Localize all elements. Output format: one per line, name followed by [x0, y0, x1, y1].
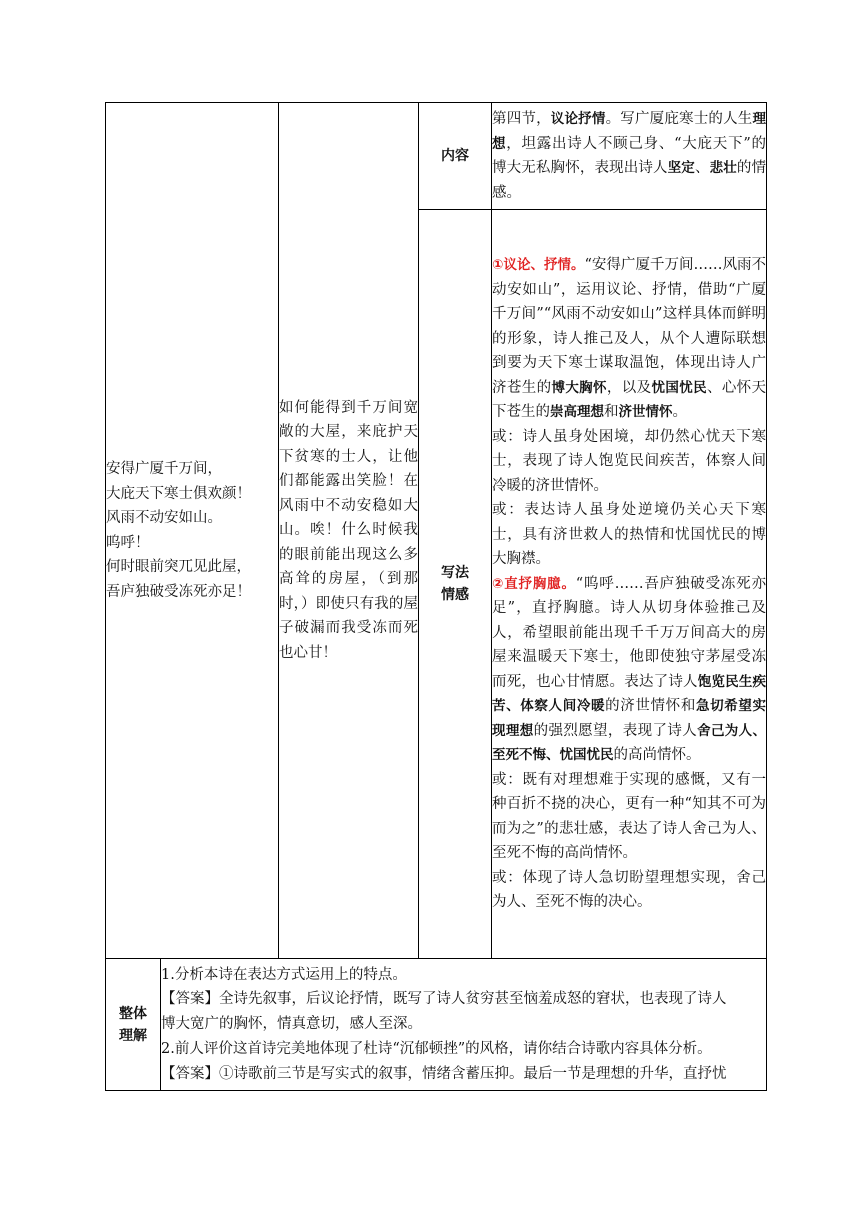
bold-keyword: 坚定: [667, 160, 695, 176]
content-paragraph: [492, 107, 766, 205]
text-run: 。写广厦庇寒士的人生: [605, 111, 753, 127]
bold-keyword: 悲壮: [709, 160, 737, 176]
red-heading: ①议论、抒情。: [492, 257, 585, 274]
bold-keyword: 急切希望实现理想: [492, 698, 767, 739]
technique-label-line: 写法: [441, 565, 469, 581]
red-heading: ②直抒胸臆。: [492, 575, 576, 592]
text-run: “安得广厦千万间……风雨不动安如山”，运用议论、抒情，借助“广厦千万间”“风雨不动安如山”这样具体而鲜明的形象，诗人推己及人，从个人遭际联想到要为天下寒士谋取温饱，体现出诗人广济苍生的: [492, 257, 766, 396]
poem-analysis-table: [105, 102, 767, 959]
bold-keyword: 博大胸怀: [551, 379, 607, 396]
summary-label-line: 整体: [119, 1005, 147, 1022]
answer-tag: 【答案】: [161, 1065, 219, 1082]
poem-line: 安得广厦千万间，: [106, 461, 222, 477]
summary-text-cell: [161, 959, 767, 1091]
technique-paragraph: 或：既有对理想难于实现的感慨，又有一种百折不挠的决心，更有一种“知其不可为而为之”的悲壮感，表达了诗人舍己为人、至死不悔的高尚情怀。: [492, 771, 766, 862]
content-row: [106, 103, 767, 210]
bold-keyword: 济世情怀: [618, 404, 673, 421]
text-run: 的情感。: [492, 160, 767, 201]
summary-label-cell: [106, 959, 161, 1091]
poem-line: 吾庐独破受冻死亦足！: [106, 583, 251, 600]
bold-keyword: 崇高理想: [550, 404, 604, 421]
overall-understanding-table: [105, 958, 767, 1091]
bold-keyword: 议论抒情: [550, 111, 606, 127]
text-run: 、心怀天下苍生的: [492, 379, 767, 421]
summary-label-line: 理解: [119, 1027, 147, 1044]
summary-row: [106, 959, 767, 1091]
text-run: 和: [604, 404, 619, 421]
answer-1-continued: 博大宽广的胸怀，情真意切，感人至深。: [161, 1016, 422, 1033]
text-run: 、: [694, 160, 710, 176]
poem-line: 大庇天下寒士俱欢颜！: [106, 485, 251, 502]
technique-paragraph: [492, 253, 766, 425]
question-1: 1.分析本诗在表达方式运用上的特点。: [161, 966, 407, 983]
text-run: 第四节，: [492, 111, 551, 127]
content-label-cell: [419, 103, 492, 210]
text-run: ，以及: [606, 379, 652, 396]
text-run: 的高尚情怀。: [613, 747, 701, 764]
poem-text-cell: [106, 103, 279, 959]
bold-keyword: 饱览民生疾苦、体察人间冷暖: [492, 673, 767, 715]
technique-label-cell: [419, 210, 492, 959]
bold-keyword: 理想: [492, 111, 767, 152]
translation-cell: [279, 103, 419, 959]
technique-paragraph: 或：表达诗人虽身处逆境仍关心天下寒士，具有济世救人的热情和忧国忧民的博大胸襟。: [492, 502, 766, 568]
poem-line: 呜呼！: [106, 534, 150, 551]
bold-keyword: 忧国忧民: [651, 379, 707, 396]
text-run: 全诗先叙事，后议论抒情，既写了诗人贫穷甚至恼羞成怒的窘状，也表现了诗人: [219, 991, 727, 1008]
technique-paragraph: 或：体现了诗人急切盼望理想实现，舍己为人、至死不悔的决心。: [492, 869, 766, 911]
content-text-cell: [492, 103, 767, 210]
text-run: 的济世情怀和: [605, 698, 696, 715]
bold-keyword: 舍己为人、至死不悔、忧国忧民: [492, 722, 767, 764]
content-label: 内容: [441, 148, 469, 164]
technique-paragraph: 或：诗人虽身处困境，却仍然心忧天下寒士，表现了诗人饱览民间疾苦，体察人间冷暖的济世情怀。: [492, 428, 766, 494]
answer-1: [161, 987, 766, 1012]
text-run: “呜呼……吾庐独破受冻死亦足”，直抒胸臆。诗人从切身体验推己及人，希望眼前能出现千千万万间高大的房屋来温暖天下寒士，他即使独守茅屋受冻而死，也心甘情愿。表达了诗人: [492, 575, 766, 690]
translation-text: 如何能得到千万间宽敞的大屋，来庇护天下贫寒的士人，让他们都能露出笑脸！在风雨中不动安稳如大山。唉！什么时候我的眼前能出现这么多高耸的房屋，（到那时，）即使只有我的屋子破漏而我受冻而死也心甘！: [279, 399, 418, 661]
question-2: 2.前人评价这首诗完美地体现了杜诗“沉郁顿挫”的风格，请你结合诗歌内容具体分析。: [161, 1040, 712, 1057]
technique-label-line: 情感: [441, 587, 469, 603]
answer-2: [161, 1062, 766, 1087]
technique-paragraph: [492, 572, 766, 768]
text-run: ，坦露出诗人不顾己身、“大庇天下”的博大无私胸怀，表现出诗人: [492, 135, 767, 176]
poem-line: 何时眼前突兀见此屋，: [106, 559, 251, 575]
text-run: 的强烈愿望，表现了诗人: [533, 722, 698, 739]
answer-tag: 【答案】: [161, 991, 219, 1008]
technique-text-cell: [492, 210, 767, 959]
text-run: ①诗歌前三节是写实式的叙事，情绪含蓄压抑。最后一节是理想的升华，直抒忧: [219, 1065, 727, 1082]
poem-line: 风雨不动安如山。: [106, 510, 222, 526]
text-run: 。: [672, 404, 687, 421]
